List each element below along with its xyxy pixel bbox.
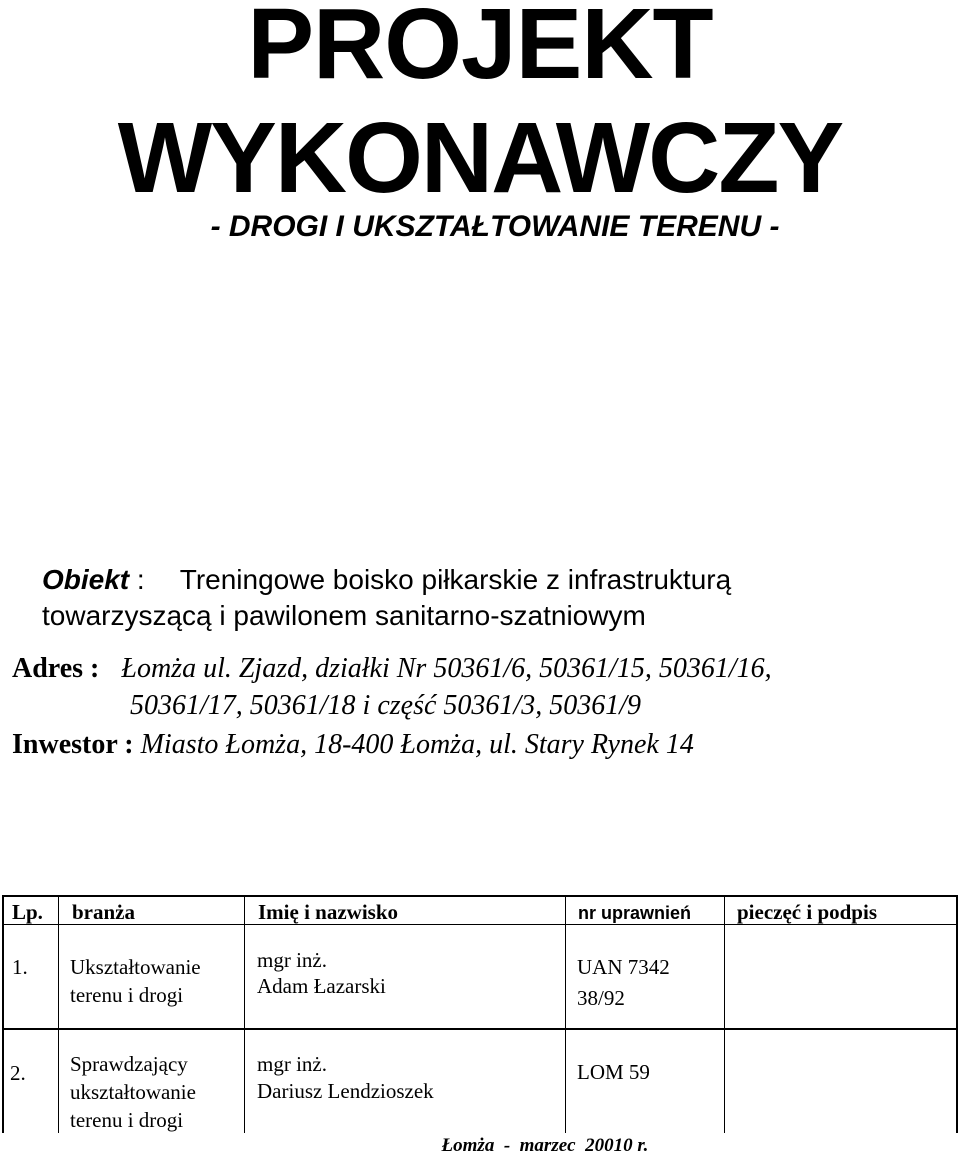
row1-license-line-2: 38/92 [577,986,625,1010]
title-line-1: PROJEKT [247,0,713,100]
header-name: Imię i nazwisko [258,900,399,924]
row1-lp: 1. [12,955,28,979]
object-line-1 [42,563,731,597]
title-line-2: WYKONAWCZY [117,102,843,214]
row2-lp: 2. [10,1061,26,1085]
table-col-divider-2 [244,895,245,1133]
table-col-divider-1 [58,895,59,1133]
table-col-divider-3 [565,895,566,1133]
footer-place-date: Łomża - marzec 20010 r. [441,1135,649,1156]
object-label: Obiekt [42,564,130,595]
row2-branch-line-2: ukształtowanie [70,1080,196,1104]
table-border-left [2,895,4,1133]
row2-branch-line-3: terenu i drogi [70,1108,184,1132]
table-col-divider-4 [724,895,725,1133]
address-value-line-2: 50361/17, 50361/18 i część 50361/3, 50361/9 [130,690,641,721]
row2-name-line-2: Dariusz Lendzioszek [257,1079,434,1103]
address-value-line-1: Łomża ul. Zjazd, działki Nr 50361/6, 50361/15, 50361/16, [121,653,772,684]
investor-value: Miasto Łomża, 18-400 Łomża, ul. Stary Rynek 14 [140,729,694,760]
object-value-line-1: Treningowe boisko piłkarskie z infrastrukturą [179,564,732,595]
investor-label: Inwestor : [12,729,134,760]
row2-branch-line-1: Sprawdzający [70,1052,188,1076]
subtitle: - DROGI I UKSZTAŁTOWANIE TERENU - [210,210,780,243]
row1-branch-line-2: terenu i drogi [70,983,184,1007]
row1-name-line-2: Adam Łazarski [257,974,386,998]
investor-line [12,728,694,762]
table-border-top [2,895,958,897]
header-branch: branża [72,900,135,924]
row1-name-line-1: mgr inż. [257,948,327,972]
row1-license-line-1: UAN 7342 [577,955,670,979]
row2-name-line-1: mgr inż. [257,1052,327,1076]
address-label: Adres : [12,653,100,684]
header-license: nr uprawnień [578,903,692,923]
header-lp: Lp. [12,900,43,924]
table-border-right [956,895,958,1133]
table-row-divider [2,1028,958,1030]
object-value-line-2: towarzyszącą i pawilonem sanitarno-szatniowym [42,600,646,631]
row1-branch-line-1: Ukształtowanie [70,955,201,979]
row2-license-line-1: LOM 59 [577,1060,650,1084]
header-stamp: pieczęć i podpis [737,900,877,924]
address-line-1 [12,652,772,686]
object-separator: : [129,564,145,595]
